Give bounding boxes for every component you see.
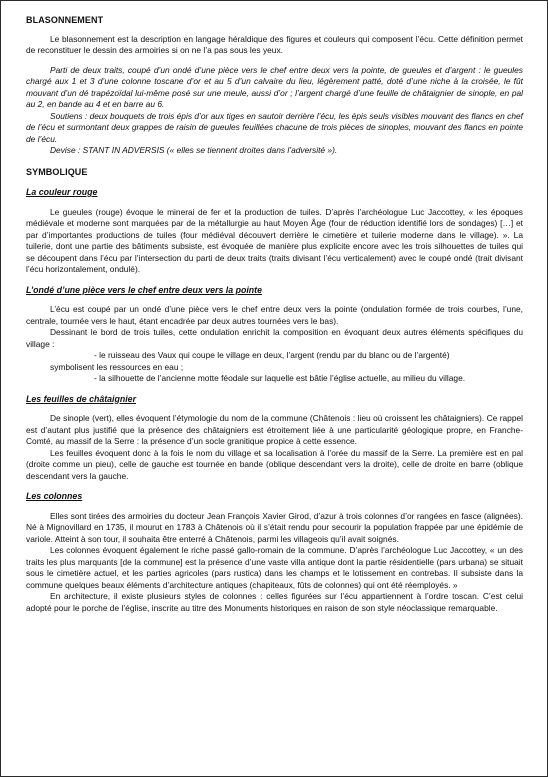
paragraph-onde-2: Dessinant le bord de trois tuiles, cette ondulation enrichit la composition en évoquant deux autres éléments spécifiques du village : (26, 327, 523, 349)
document-content (26, 15, 523, 614)
paragraph-feuilles-1: De sinople (vert), elles évoquent l’étymologie du nom de la commune (Châtenois : lieu où croissent les châtaigniers). Ce rappel est d’autant plus justifié que la présence des châtaigniers est étroitement liée à une particularité géologique propre, en Franche-Comté, au massif de la Serre : la présence d’un socle granitique propice à cette essence. (26, 413, 523, 446)
paragraph-blasonnement-intro: Le blasonnement est la description en langage héraldique des figures et couleurs qui composent l’écu. Cette définition permet de reconstituer le dessin des armoiries si on ne l’a pas sous les yeux. (26, 33, 523, 55)
subheading-feuilles: Les feuilles de châtaignier (26, 393, 136, 404)
paragraph-devise: Devise : STANT IN ADVERSIS (« elles se tiennent droites dans l’adversité »). (50, 145, 338, 155)
paragraph-blazon: Parti de deux traits, coupé d’un ondé d’une pièce vers le chef entre deux vers la pointe, de gueules et d’argent : le gueules chargé aux 1 et 3 d’une colonne toscane d’or et au 5 d’un calvaire du lieu, légèrement patté, doté d’une niche à la croisée, le fût mouvant d’un dé trapézoïdal lui-même posé sur une meule, aussi d’or ; l’argent chargé d’une feuille de châtaignier de sinople, en pal au 2, en bande au 4 et en barre au 6. (26, 64, 523, 109)
heading-blasonnement: BLASONNEMENT (26, 15, 104, 25)
list-item-motte: - la silhouette de l’ancienne motte féodale sur laquelle est bâtie l’église actuelle, au milieu du village. (94, 373, 466, 383)
paragraph-colonnes-3: En architecture, il existe plusieurs styles de colonnes : celles figurées sur l’écu appartiennent à l’ordre toscan. C’est celui adopté pour le porche de l’église, inscrite au titre des Monuments historiques en raison de son style néoclassique remarquable. (26, 591, 523, 613)
paragraph-colonnes-2: Les colonnes évoquent également le riche passé gallo-romain de la commune. D’après l’archéologue Luc Jaccottey, « un des traits les plus marquants [de la commune] est la présence d’une vaste villa antique dont la partie résidentielle (pars urbana) se situait sous le cimetière actuel, et les parties agricoles (pars rustica) dans les champs et le lotissement en contrebas. Il subsiste dans la commune quelques beaux éléments d’architecture antiques (chapiteaux, fûts de colonnes) qui ont été réemployés. » (26, 545, 523, 590)
paragraph-colonnes-1: Elles sont tirées des armoiries du docteur Jean François Xavier Girod, d’azur à trois colonnes d’or rangées en fasce (alignées). Né à Mignovillard en 1735, il mourut en 1783 à Châtenois où il s’était rendu pour secourir la population frappée par une épidémie de variole. Atteint à son tour, il souhaita être enterré à Châtenois, parmi les villageois qu’il avait soignés. (26, 510, 523, 544)
paragraph-feuilles-2: Les feuilles évoquent donc à la fois le nom du village et sa localisation à l’orée du massif de la Serre. La première est en pal (droite comme un pieu), celle de gauche est tournée en bande (oblique descendant vers la droite), celle de droite en barre (oblique descendant vers la gauche. (26, 447, 523, 481)
list-item-ruisseau: - le ruisseau des Vaux qui coupe le village en deux, l’argent (rendu par du blanc ou de l’argenté) (94, 350, 450, 360)
subheading-colonnes: Les colonnes (26, 491, 83, 501)
heading-symbolique: SYMBOLIQUE (26, 166, 88, 177)
paragraph-rouge: Le gueules (rouge) évoque le minerai de fer et la production de tuiles. D’après l’archéologue Luc Jaccottey, « les époques médiévale et moderne sont marquées par de la métallurgie au haut Moyen Âge (four de réduction identifié lors de sondages) […] et par d’importantes productions de tuiles (four médiéval découvert derrière le cimetière et tuilerie moderne dans le village). ». La tuilerie, dont une partie des bâtiments subsiste, est évoquée de manière plus explicite encore avec les trois silhouettes de tuiles qui se découpent dans l’écu par l’intersection du parti de deux traits (traits divisant l’écu verticalement) avec le coupé ondé (trait divisant l’écu horizontalement, ondulé). (26, 206, 523, 274)
subheading-onde: L’ondé d’une pièce vers le chef entre deux vers la pointe (26, 284, 262, 295)
subheading-couleur-rouge: La couleur rouge (26, 187, 98, 197)
list-item-ruisseau-cont: symbolisent les ressources en eau ; (50, 361, 184, 372)
paragraph-soutiens: Soutiens : deux bouquets de trois épis d’or aux tiges en sautoir derrière l’écu, les épis seuls visibles mouvant des flancs en chef de l’écu et surmontant deux grappes de raisin de gueules feuillées chacune de trois pièces de sinoples, mouvant des flancs en pointe de l’écu. (26, 110, 523, 144)
paragraph-onde-1: L’écu est coupé par un ondé d’une pièce vers le chef entre deux vers la pointe (ondulation formée de trois courbes, l’une, centrale, tournée vers le haut, étant encadrée par deux autres tournées vers le bas). (26, 304, 523, 326)
